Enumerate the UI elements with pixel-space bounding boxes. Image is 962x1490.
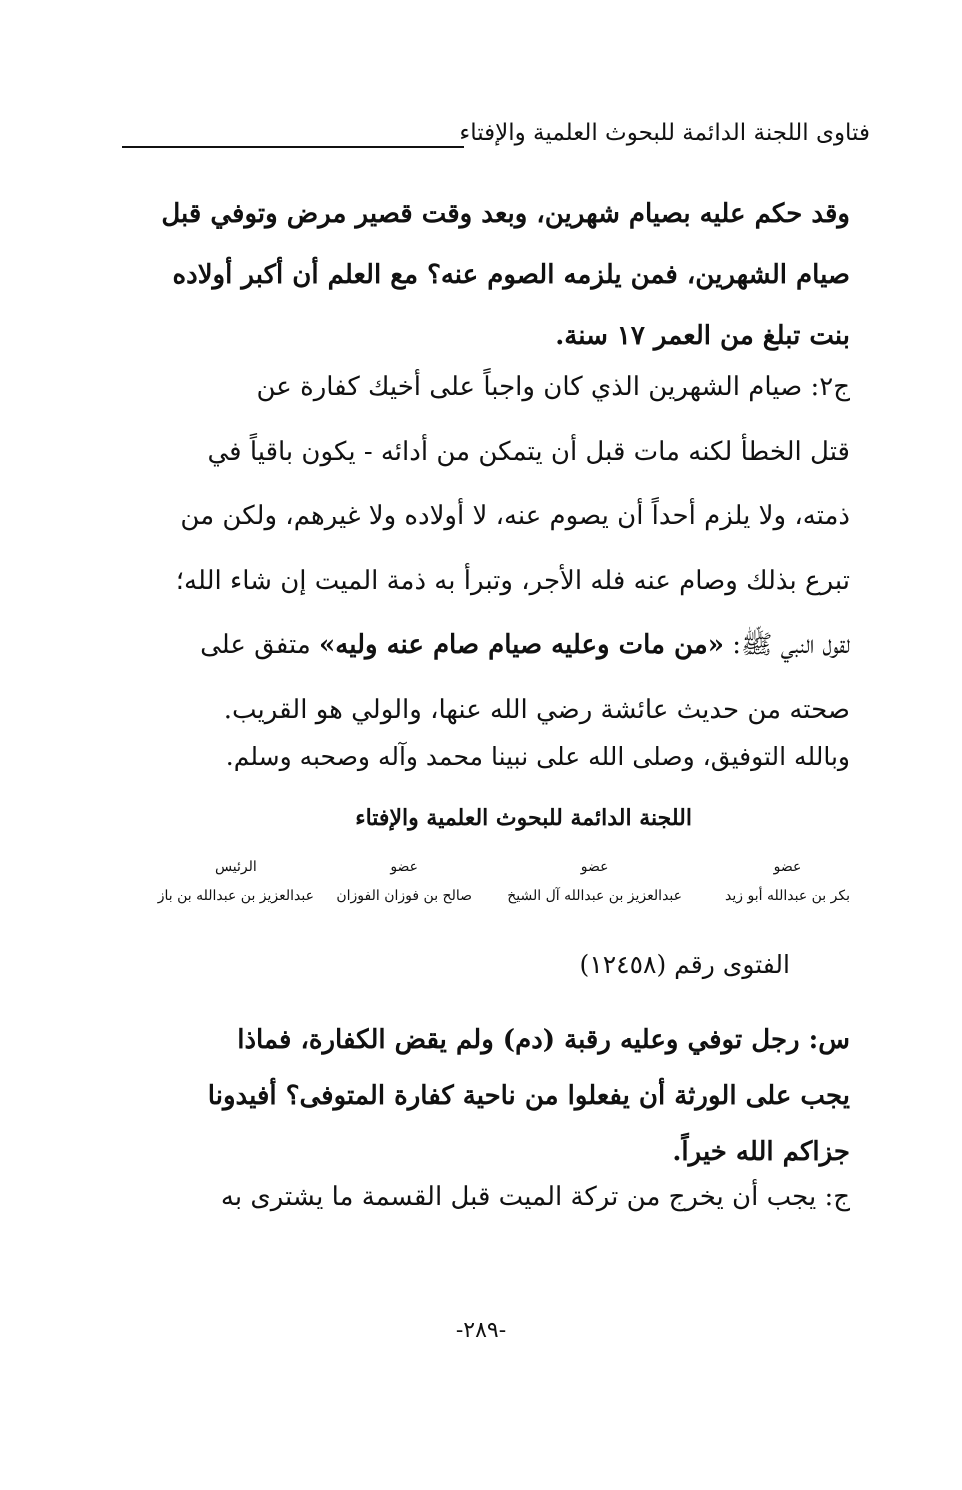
answer-start: ج: يجب أن يخرج من تركة الميت قبل القسمة ما يشترى به bbox=[220, 1182, 850, 1212]
page-number: -٢٨٩- bbox=[455, 1318, 507, 1343]
hadith-intro: لقول النبي ﷺ: bbox=[723, 630, 850, 660]
question-2-line: جزاكم الله خيراً. bbox=[672, 1137, 850, 1167]
signature-member bbox=[725, 856, 850, 908]
answer-2 bbox=[132, 355, 850, 742]
signatures bbox=[150, 856, 850, 926]
signature-role: عضو bbox=[773, 859, 802, 875]
question-2-line: يجب على الورثة أن يفعلوا من ناحية كفارة المتوفى؟ أفيدونا bbox=[207, 1081, 850, 1111]
signature-role: الرئيس bbox=[214, 859, 257, 875]
answer-line: تبرع بذلك وصام عنه فله الأجر، وتبرأ به ذمة الميت إن شاء الله؛ bbox=[175, 565, 850, 596]
question-1-line: بنت تبلغ من العمر ١٧ سنة. bbox=[555, 321, 850, 351]
answer-line: قتل الخطأ لكنه مات قبل أن يتمكن من أدائه - يكون باقياً في bbox=[207, 436, 850, 467]
header-rule bbox=[122, 146, 464, 148]
signature-name: بكر بن عبدالله أبو زيد bbox=[725, 888, 850, 904]
committee-title: اللجنة الدائمة للبحوث العلمية والإفتاء bbox=[355, 805, 692, 831]
signature-role: عضو bbox=[580, 859, 609, 875]
signature-member bbox=[336, 856, 472, 908]
signature-name: عبدالعزيز بن عبدالله آل الشيخ bbox=[507, 888, 682, 904]
hadith-quote: «من مات وعليه صيام صام عنه وليه» bbox=[319, 630, 724, 660]
signature-member bbox=[507, 856, 682, 908]
signature-president bbox=[158, 856, 314, 908]
question-1 bbox=[132, 184, 850, 367]
answer-line: ذمته، ولا يلزم أحداً أن يصوم عنه، لا أولاده ولا غيرهم، ولكن من bbox=[180, 501, 850, 531]
running-header: فتاوى اللجنة الدائمة للبحوث العلمية والإفتاء bbox=[459, 120, 870, 146]
fatwa-number: الفتوى رقم (١٢٤٥٨) bbox=[579, 950, 790, 979]
closing-formula: وبالله التوفيق، وصلى الله على نبينا محمد وآله وصحبه وسلم. bbox=[225, 742, 850, 771]
signature-role: عضو bbox=[390, 859, 419, 875]
answer-line-hadith bbox=[132, 613, 850, 678]
question-2 bbox=[132, 1012, 850, 1180]
question-1-line: وقد حكم عليه بصيام شهرين، وبعد وقت قصير مرض وتوفي قبل bbox=[161, 199, 850, 229]
question-2-line: س: رجل توفي وعليه رقبة (دم) ولم يقض الكفارة، فماذا bbox=[237, 1025, 850, 1055]
signature-name: عبدالعزيز بن عبدالله بن باز bbox=[157, 888, 314, 904]
answer-line: ج٢: صيام الشهرين الذي كان واجباً على أخيك كفارة عن bbox=[256, 372, 850, 402]
question-1-line: صيام الشهرين، فمن يلزمه الصوم عنه؟ مع العلم أن أكبر أولاده bbox=[172, 260, 850, 290]
signature-name: صالح بن فوزان الفوزان bbox=[336, 888, 472, 904]
hadith-source: متفق على bbox=[200, 630, 320, 660]
answer-line: صحته من حديث عائشة رضي الله عنها، والولي هو القريب. bbox=[223, 694, 850, 725]
